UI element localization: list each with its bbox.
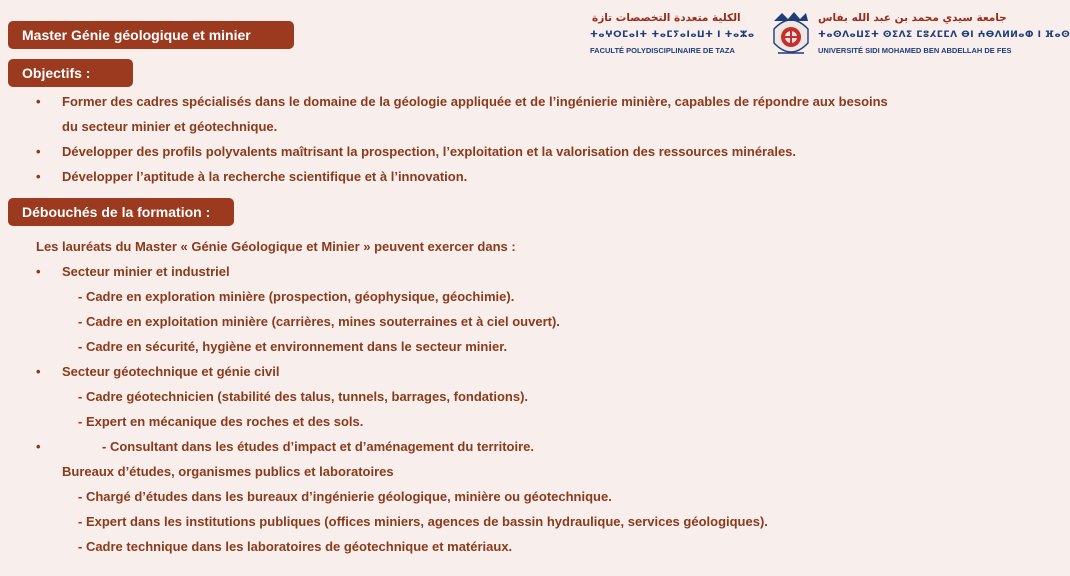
debouches-heading: Débouchés de la formation :: [8, 198, 234, 226]
sector-item: - Cadre en exploitation minière (carrières, mines souterraines et à ciel ouvert).: [78, 314, 560, 329]
page-title: Master Génie géologique et minier: [8, 21, 294, 49]
bullet: •: [36, 264, 41, 279]
objectif-item-continued: du secteur minier et géotechnique.: [62, 119, 278, 134]
bullet: •: [36, 439, 41, 454]
faculty-french: FACULTÉ POLYDISCIPLINAIRE DE TAZA: [590, 46, 735, 55]
objectif-item: Former des cadres spécialisés dans le domaine de la géologie appliquée et de l’ingénierie minière, capables de répondre aux besoins: [62, 94, 888, 109]
sector-item: - Consultant dans les études d’impact et d’aménagement du territoire.: [102, 439, 534, 454]
sector-item: - Cadre géotechnicien (stabilité des talus, tunnels, barrages, fondations).: [78, 389, 529, 404]
bullet: •: [36, 169, 41, 184]
university-french: UNIVERSITÉ SIDI MOHAMED BEN ABDELLAH DE FES: [818, 46, 1012, 55]
sector-item: - Cadre technique dans les laboratoires de géotechnique et matériaux.: [78, 539, 513, 554]
university-emblem-icon: [770, 9, 812, 61]
sector-item: - Cadre en exploration minière (prospection, géophysique, géochimie).: [78, 289, 515, 304]
objectif-item: Développer des profils polyvalents maîtrisant la prospection, l’exploitation et la valorisation des ressources minérales.: [62, 144, 797, 159]
objectif-item: Développer l’aptitude à la recherche scientifique et à l’innovation.: [62, 169, 468, 184]
institution-header: [586, 8, 1070, 62]
bullet: •: [36, 144, 41, 159]
sector-heading: Secteur géotechnique et génie civil: [62, 364, 280, 379]
debouches-intro: Les lauréats du Master « Génie Géologique et Minier » peuvent exercer dans :: [36, 239, 516, 254]
sector-item: - Chargé d’études dans les bureaux d’ingénierie géologique, minière ou géotechnique.: [78, 489, 612, 504]
university-arabic: جامعة سيدي محمد بن عبد الله بفاس: [818, 12, 1007, 24]
university-tifinagh: ⵜⴰⵙⴷⴰⵡⵉⵜ ⵙⵉⴷⵉ ⵎⵓⵃⵎⵎⴷ ⴱⵏ ⵄⴱⴷⵍⵍⴰⵀ ⵏ ⴼⴰⵙ: [818, 30, 1070, 40]
faculty-arabic: الكلية متعددة التخصصات تازة: [592, 12, 741, 24]
sector-heading: Secteur minier et industriel: [62, 264, 230, 279]
bullet: •: [36, 364, 41, 379]
sector-item: - Expert en mécanique des roches et des sols.: [78, 414, 364, 429]
sector-item: - Cadre en sécurité, hygiène et environnement dans le secteur minier.: [78, 339, 508, 354]
sector-heading: Bureaux d’études, organismes publics et laboratoires: [62, 464, 394, 479]
objectifs-heading: Objectifs :: [8, 59, 133, 87]
faculty-tifinagh: ⵜⴰⵖⵔⵎⴰⵏⵜ ⵜⴰⵎⵢⴰⵏⴰⵡⵜ ⵏ ⵜⴰⵣⴰ: [590, 30, 755, 40]
sector-item: - Expert dans les institutions publiques (offices miniers, agences de bassin hydraulique, services géologiques).: [78, 514, 768, 529]
bullet: •: [36, 94, 41, 109]
